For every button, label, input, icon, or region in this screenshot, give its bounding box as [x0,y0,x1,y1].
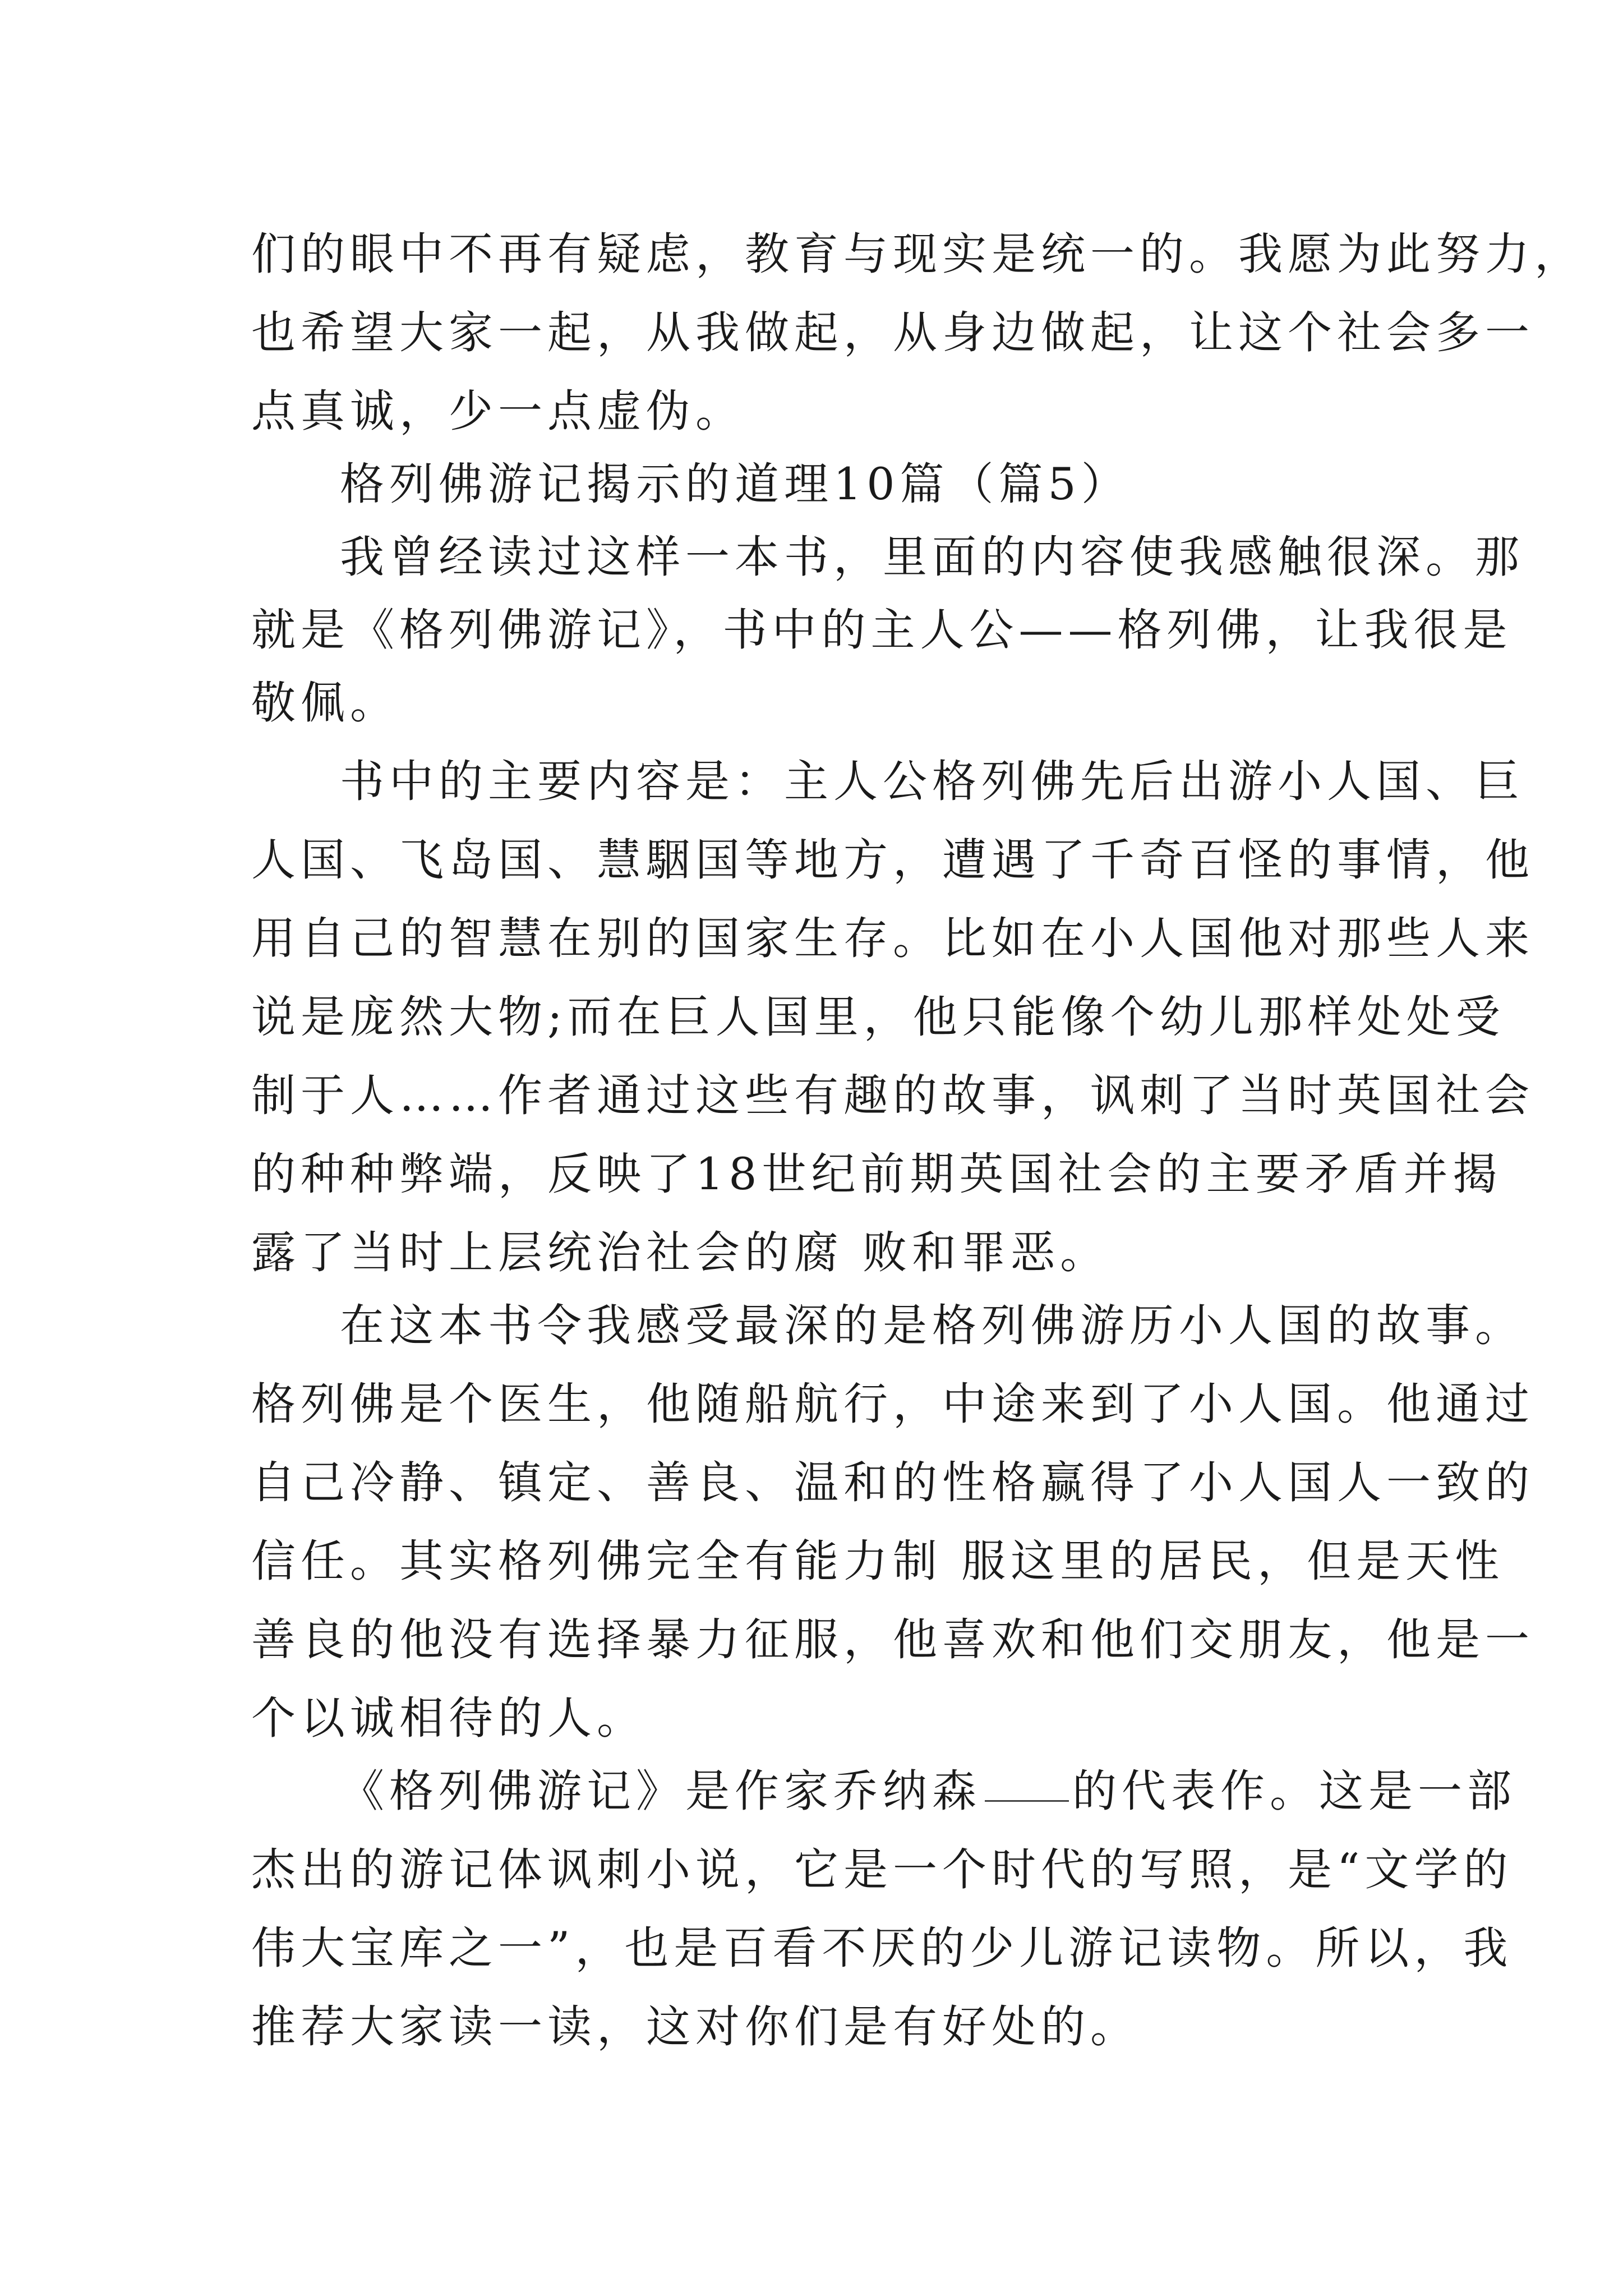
text-line: 说是庞然大物;而在巨人国里，他只能像个幼儿那样处处受 [251,991,1505,1043]
text-line: 敬佩。 [251,677,399,729]
fill-in-blank [985,1798,1069,1802]
text-line: 信任。其实格列佛完全有能力制 服这里的居民，但是天性 [251,1535,1505,1587]
text-line: 点真诚，少一点虚伪。 [251,385,745,437]
text-line: 个以诚相待的人。 [251,1692,646,1744]
text-line: 善良的他没有选择暴力征服，他喜欢和他们交朋友，他是一 [251,1614,1534,1665]
text-segment: 的代表作。这是一部 [1072,1765,1516,1817]
text-line: 的种种弊端，反映了18世纪前期英国社会的主要矛盾并揭 [251,1148,1502,1200]
text-segment: 《格列佛游记》是作家乔纳森 [340,1765,981,1817]
text-line: 我曾经读过这样一本书，里面的内容使我感触很深。那 [340,531,1524,583]
text-line: 露了当时上层统治社会的腐 败和罪恶。 [251,1227,1110,1278]
text-line: 制于人……作者通过这些有趣的故事，讽刺了当时英国社会 [251,1070,1534,1121]
text-line: 推荐大家读一读，这对你们是有好处的。 [251,2001,1140,2053]
text-line: 在这本书令我感受最深的是格列佛游历小人国的故事。 [340,1300,1524,1351]
section-heading: 格列佛游记揭示的道理10篇（篇5） [340,458,1131,510]
text-line: 用自己的智慧在别的国家生存。比如在小人国他对那些人来 [251,913,1534,964]
text-line: 杰出的游记体讽刺小说，它是一个时代的写照，是“文学的 [251,1844,1513,1895]
text-line: 自己冷静、镇定、善良、温和的性格赢得了小人国人一致的 [251,1457,1534,1508]
text-line: 人国、飞岛国、慧駰国等地方，遭遇了千奇百怪的事情，他 [251,834,1534,886]
text-line: 伟大宝库之一”，也是百看不厌的少儿游记读物。所以，我 [251,1922,1513,1974]
text-line: 也希望大家一起，从我做起，从身边做起，让这个社会多一 [251,307,1534,358]
text-line: 就是《格列佛游记》，书中的主人公——格列佛，让我很是 [251,604,1513,656]
text-line [340,1757,1516,1825]
text-line: 书中的主要内容是：主人公格列佛先后出游小人国、巨 [340,756,1524,807]
text-line: 格列佛是个医生，他随船航行，中途来到了小人国。他通过 [251,1378,1534,1430]
text-line: 们的眼中不再有疑虑，教育与现实是统一的。我愿为此努力， [251,228,1584,280]
